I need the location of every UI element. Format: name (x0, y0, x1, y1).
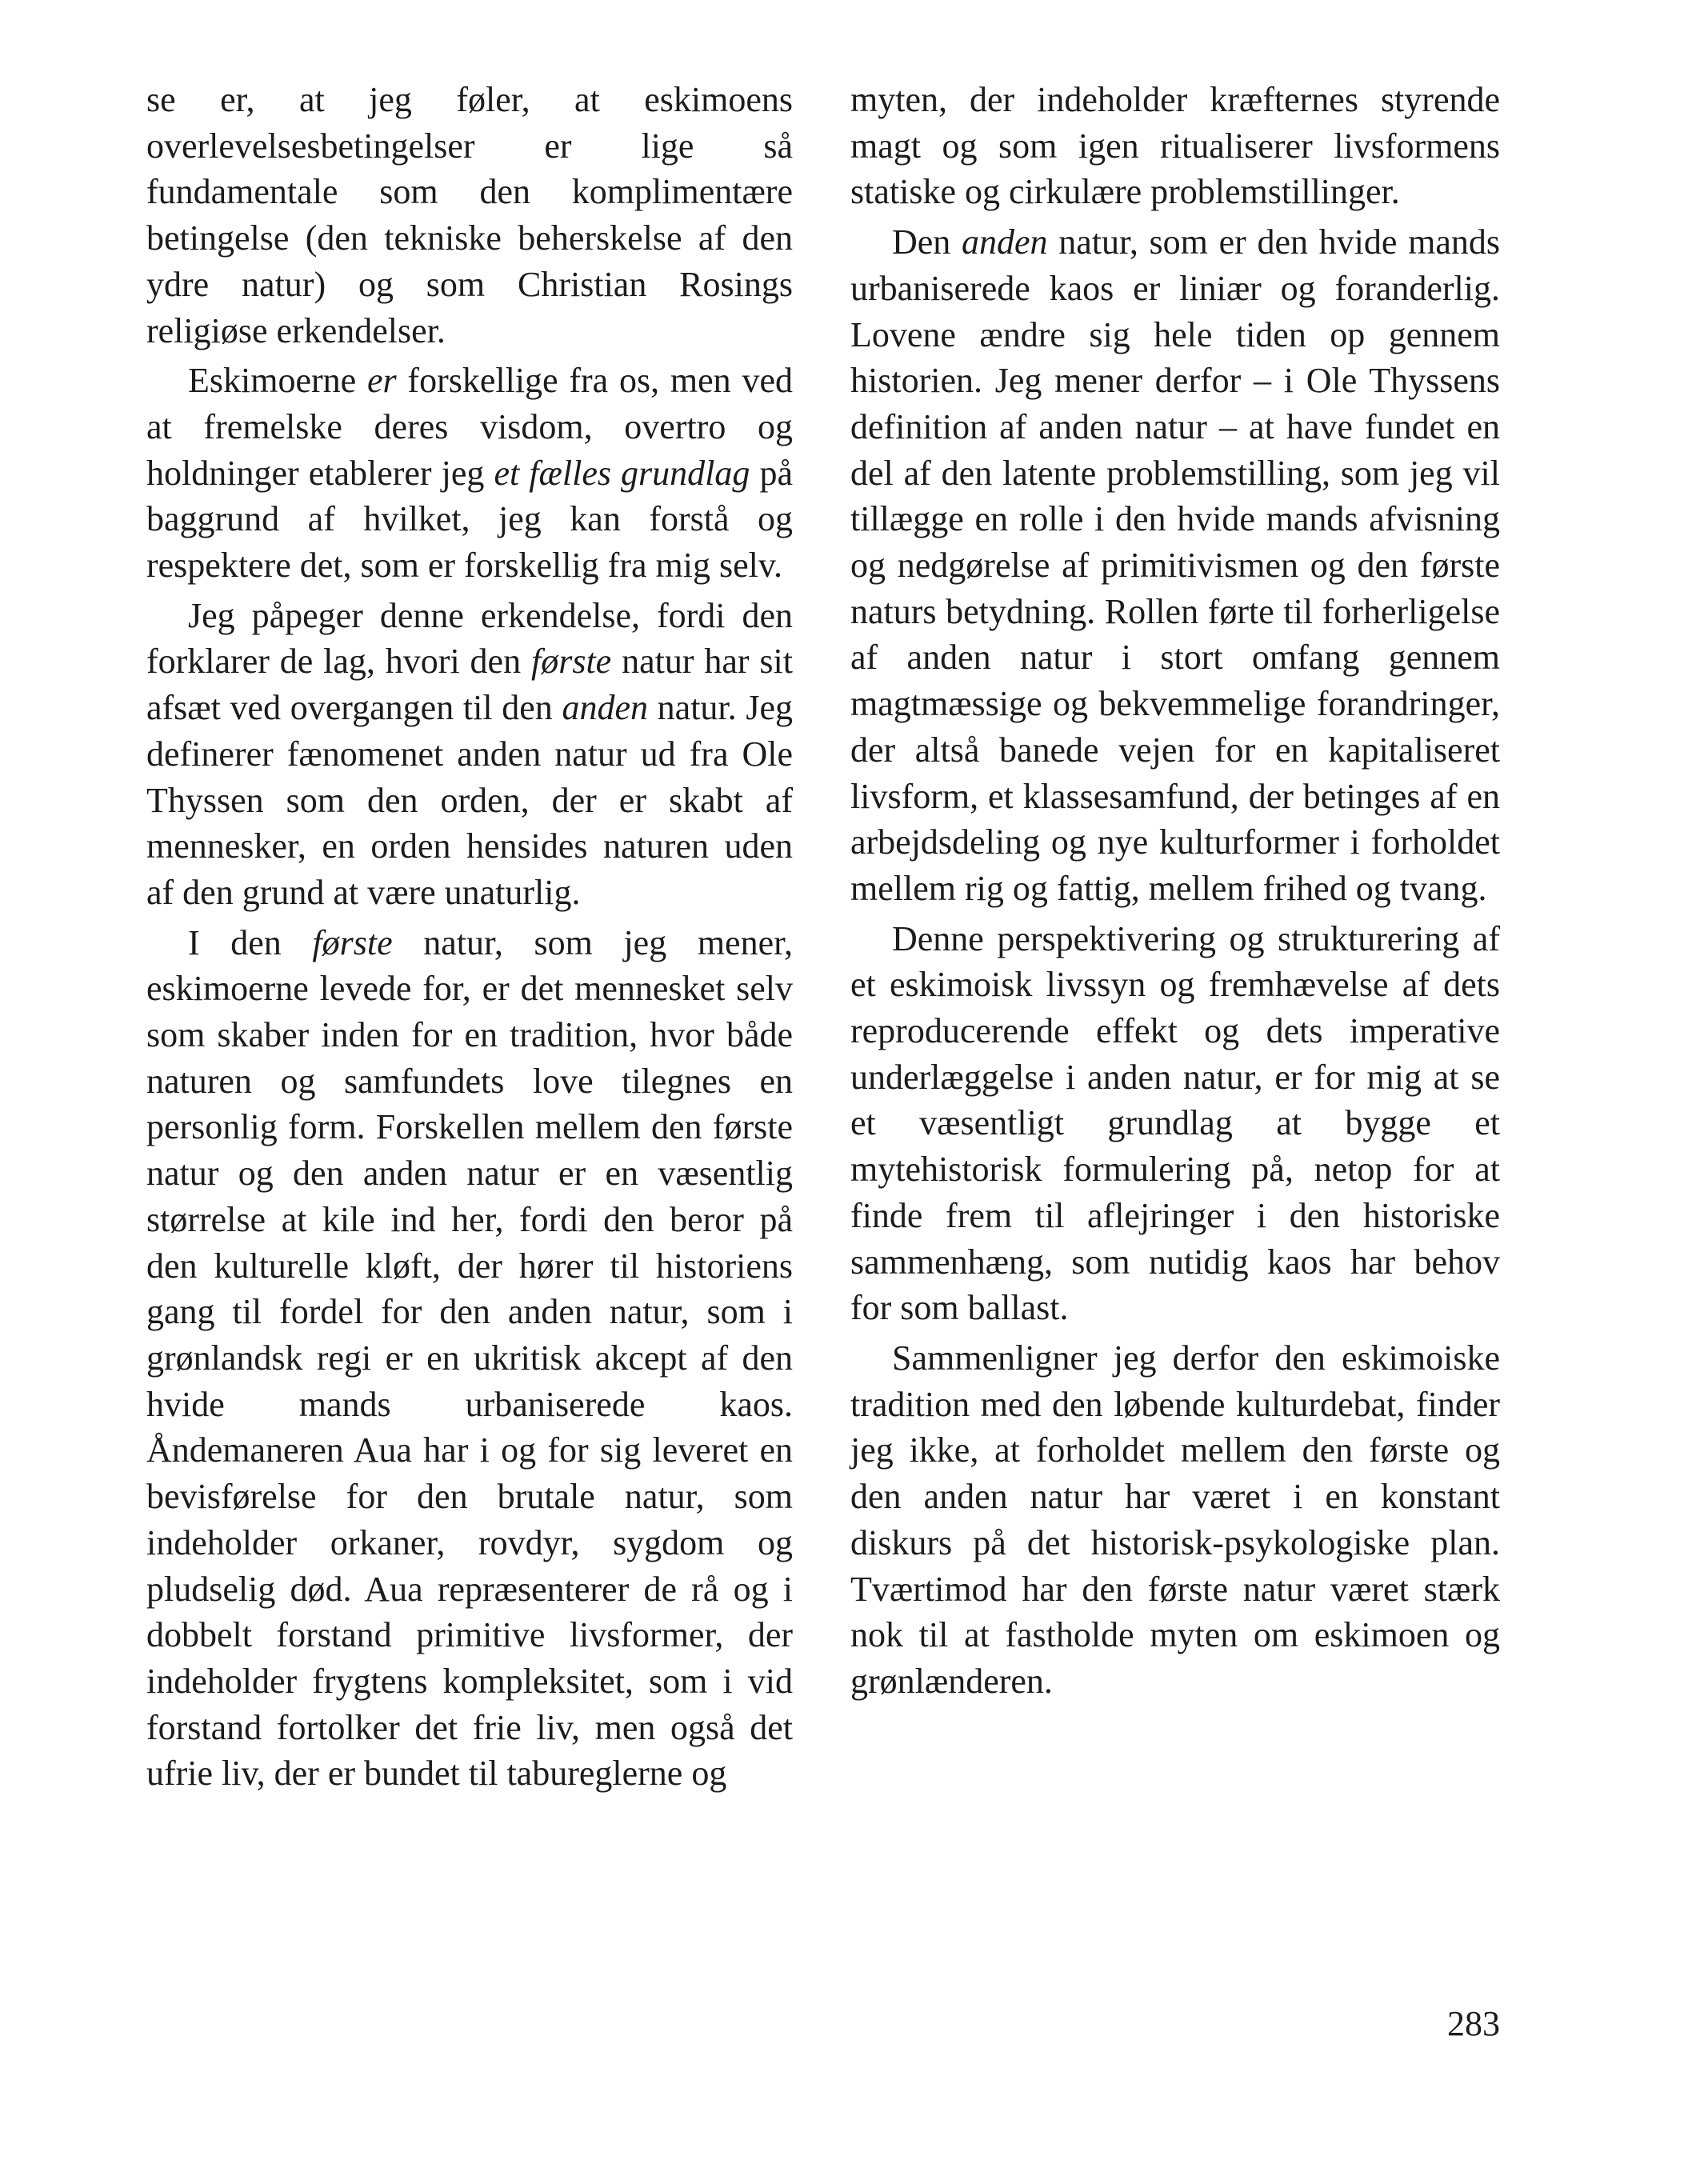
text-run: Denne perspektivering og strukturering af et eskimoisk livssyn og fremhævelse af dets reproducerende effekt og dets imperative underlæggelse i anden natur, er for mig at se et væsentligt grundlag at bygge et mytehistorisk formulering på, netop for at finde frem til aflejringer i den historiske sammenhæng, som nutidig kaos har behov for som ballast. (850, 918, 1500, 1328)
paragraph (146, 593, 793, 916)
italic-text: anden (962, 222, 1048, 262)
paragraph (850, 219, 1500, 912)
paragraph (850, 916, 1500, 1331)
paragraph (850, 1335, 1500, 1705)
text-run: på baggrund af hvilket, jeg kan forstå og respektere det, som er forskellig fra mig selv. (146, 453, 793, 586)
text-run: natur. Jeg definerer fænomenet anden natur ud fra Ole Thyssen som den orden, der er skabt af mennesker, en orden hensides naturen uden af den grund at være unaturlig. (146, 688, 793, 912)
italic-text: første (530, 642, 612, 682)
paragraph (146, 358, 793, 589)
text-run: forskellige fra os, men ved at fremelske deres visdom, overtro og holdninger etablerer jeg (146, 361, 793, 493)
paragraph (146, 920, 793, 1797)
italic-text: anden (562, 688, 648, 728)
left-text-column (146, 77, 793, 1801)
text-run: natur, som jeg mener, eskimoerne levede for, er det mennesket selv som skaber inden for en tradition, hvor både naturen og samfundets love tilegnes en personlig form. Forskellen mellem den første natur og den anden natur er en væsentlig størrelse at kile ind her, fordi den beror på den kulturelle kløft, der hører til historiens gang til fordel for den anden natur, som i grønlandsk regi er en ukritisk akcept af den hvide mands urbaniserede kaos. Åndemaneren Aua har i og for sig leveret en bevisførelse for den brutale natur, som indeholder orkaner, rovdyr, sygdom og pludselig død. Aua repræsenterer de rå og i dobbelt forstand primitive livsformer, der indeholder frygtens kompleksitet, som i vid forstand fortolker det frie liv, men også det ufrie liv, der er bundet til tabureglerne og (146, 922, 793, 1794)
page-number: 283 (1447, 2004, 1500, 2043)
italic-text: første (312, 922, 393, 962)
text-run: Eskimoerne (188, 361, 367, 401)
italic-text: er (366, 361, 397, 401)
text-run: I den (188, 922, 313, 962)
text-run: se er, at jeg føler, at eskimoens overlevelsesbetingelser er lige så fundamentale som den komplimentære betingelse (den tekniske beherskelse af den ydre natur) og som Christian Rosings religiøse erkendelser. (146, 80, 793, 350)
text-run: myten, der indeholder kræfternes styrende magt og som igen ritualiserer livsformens statiske og cirkulære problemstillinger. (850, 80, 1500, 212)
text-run: natur har sit afsæt ved overgangen til den (146, 642, 793, 728)
right-text-column (850, 77, 1500, 1709)
paragraph (146, 77, 793, 354)
text-run: natur, som er den hvide mands urbaniserede kaos er liniær og foranderlig. Lovene ændre sig hele tiden op gennem historien. Jeg mener derfor – i Ole Thyssens definition af anden natur – at have fundet en del af den latente problemstilling, som jeg vil tillægge en rolle i den hvide mands afvisning og nedgørelse af primitivismen og den første naturs betydning. Rollen førte til forherligelse af anden natur i stort omfang gennem magtmæssige og bekvemmelige forandringer, der altså banede vejen for en kapitaliseret livsform, et klassesamfund, der betinges af en arbejdsdeling og nye kulturformer i forholdet mellem rig og fattig, mellem frihed og tvang. (850, 222, 1500, 908)
text-run: Sammenligner jeg derfor den eskimoiske tradition med den løbende kulturdebat, finder jeg ikke, at forholdet mellem den første og den anden natur har været i en konstant diskurs på det historisk-psykologiske plan. Tværtimod har den første natur været stærk nok til at fastholde myten om eskimoen og grønlænderen. (850, 1338, 1500, 1701)
italic-text: et fælles grundlag (494, 453, 750, 493)
text-run: Jeg påpeger denne erkendelse, fordi den forklarer de lag, hvori den (146, 595, 793, 682)
paragraph (850, 77, 1500, 215)
text-run: Den (892, 222, 962, 262)
